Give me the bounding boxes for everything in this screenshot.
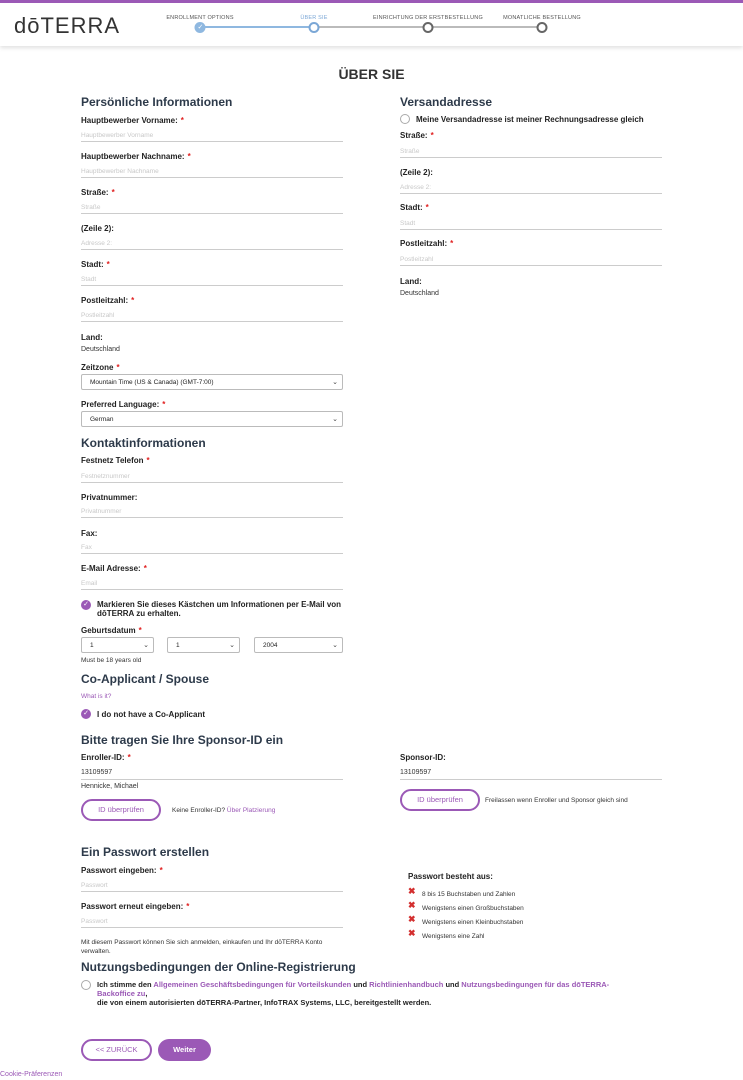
- city-label: Stadt: *: [81, 260, 110, 269]
- back-button[interactable]: << ZURÜCK: [81, 1039, 152, 1061]
- chevron-down-icon: ⌄: [229, 642, 235, 649]
- street-label: Straße: *: [81, 188, 115, 197]
- chevron-down-icon: ⌄: [332, 379, 338, 386]
- check-sponsor-id-button[interactable]: ID überprüfen: [400, 789, 480, 811]
- contact-heading: Kontaktinformationen: [81, 436, 206, 450]
- shipping-city-label: Stadt: *: [400, 203, 429, 212]
- email-label: E-Mail Adresse: *: [81, 564, 147, 573]
- terms-link-backoffice[interactable]: Nutzungsbedingungen für das dōTERRA-Backoffice zu: [97, 980, 610, 998]
- step-monthly-order: MONATLICHE BESTELLUNG: [503, 15, 581, 21]
- terms-checkbox[interactable]: [81, 980, 91, 990]
- sponsor-id-label: Sponsor-ID:: [400, 753, 446, 762]
- next-button[interactable]: Weiter: [158, 1039, 211, 1061]
- zip-label: Postleitzahl: *: [81, 296, 135, 305]
- password-rule: 8 bis 15 Buchstaben und Zahlen: [422, 891, 516, 898]
- step-dot-check-icon: [195, 22, 206, 33]
- step-first-order: EINRICHTUNG DER ERSTBESTELLUNG: [373, 15, 483, 21]
- city-input[interactable]: [81, 272, 343, 286]
- co-applicant-heading: Co-Applicant / Spouse: [81, 672, 210, 686]
- sponsor-id-underline: [400, 779, 662, 780]
- private-number-input[interactable]: [81, 504, 343, 518]
- shipping-street-label: Straße: *: [400, 131, 434, 140]
- password-repeat-input[interactable]: [81, 914, 343, 928]
- private-number-label: Privatnummer:: [81, 493, 138, 502]
- page-title: ÜBER SIE: [338, 66, 405, 82]
- no-co-applicant-label: I do not have a Co-Applicant: [97, 710, 206, 719]
- sponsor-id-input[interactable]: 13109597: [400, 769, 432, 776]
- cookie-preferences-link[interactable]: Cookie-Präferenzen: [0, 1071, 63, 1078]
- no-enroller-text: Keine Enroller-ID? Über Platzierung: [172, 807, 276, 814]
- what-is-it-link[interactable]: What is it?: [81, 693, 112, 700]
- step-dot-current-icon: [309, 22, 320, 33]
- enroller-id-label: Enroller-ID: *: [81, 753, 131, 762]
- email-optin-label: Markieren Sie dieses Kästchen um Informationen per E-Mail von dōTERRA zu erhalten.: [97, 600, 342, 618]
- same-address-radio[interactable]: [400, 114, 410, 124]
- placement-link[interactable]: Über Platzierung: [226, 807, 276, 814]
- fax-input[interactable]: [81, 540, 343, 554]
- chevron-down-icon: ⌄: [143, 642, 149, 649]
- country-value: Deutschland: [81, 346, 120, 353]
- error-x-icon: ✖: [408, 928, 416, 938]
- step-about-you: ÜBER SIE: [300, 15, 328, 21]
- shipping-line2-input[interactable]: [400, 180, 662, 194]
- step-enrollment-options: ENROLLMENT OPTIONS: [166, 15, 234, 21]
- terms-link-general[interactable]: Allgemeinen Geschäftsbedingungen für Vorteilskunden: [153, 980, 352, 989]
- timezone-label: Zeitzone *: [81, 363, 120, 372]
- birth-month-select[interactable]: 1 ⌄: [167, 637, 240, 653]
- password-rule: Wenigstens einen Kleinbuchstaben: [422, 919, 524, 926]
- address-line2-label: (Zeile 2):: [81, 224, 114, 233]
- password-rules-heading: Passwort besteht aus:: [408, 872, 493, 881]
- shipping-street-input[interactable]: [400, 144, 662, 158]
- shipping-country-label: Land:: [400, 277, 422, 286]
- address-line2-input[interactable]: [81, 236, 343, 250]
- timezone-select[interactable]: Mountain Time (US & Canada) (GMT-7:00) ⌄: [81, 374, 343, 390]
- personal-info-heading: Persönliche Informationen: [81, 95, 233, 109]
- error-x-icon: ✖: [408, 914, 416, 924]
- first-name-input[interactable]: [81, 128, 343, 142]
- terms-text: Ich stimme den Allgemeinen Geschäftsbedingungen für Vorteilskunden und Richtlinienhandbuch und Nutzungsbedingungen für das dōTERRA-Backoffice zu, die von einem autorisierten dōTERRA-Partner, InfoTRAX Systems, LLC, bereitgestellt werden.: [97, 980, 610, 1007]
- password-repeat-label: Passwort erneut eingeben: *: [81, 902, 190, 911]
- landline-input[interactable]: [81, 469, 343, 483]
- step-dot-icon: [423, 22, 434, 33]
- enroller-id-input[interactable]: 13109597: [81, 769, 113, 776]
- shipping-line2-label: (Zeile 2):: [400, 168, 433, 177]
- first-name-label: Hauptbewerber Vorname: *: [81, 116, 184, 125]
- password-input[interactable]: [81, 878, 343, 892]
- landline-label: Festnetz Telefon *: [81, 456, 150, 465]
- password-rule: Wenigstens eine Zahl: [422, 933, 485, 940]
- enroller-id-underline: [81, 779, 343, 780]
- chevron-down-icon: ⌄: [332, 642, 338, 649]
- language-label: Preferred Language: *: [81, 400, 166, 409]
- password-note: Mit diesem Passwort können Sie sich anmelden, einkaufen und Ihr dōTERRA Konto verwalten.: [81, 939, 323, 955]
- birth-year-select[interactable]: 2004 ⌄: [254, 637, 343, 653]
- terms-heading: Nutzungsbedingungen der Online-Registrierung: [81, 960, 356, 974]
- birthdate-label: Geburtsdatum *: [81, 626, 142, 635]
- sponsor-hint: Freilassen wenn Enroller und Sponsor gleich sind: [485, 797, 628, 804]
- terms-link-handbook[interactable]: Richtlinienhandbuch: [369, 980, 444, 989]
- email-input[interactable]: [81, 576, 343, 590]
- sponsor-heading: Bitte tragen Sie Ihre Sponsor-ID ein: [81, 733, 284, 747]
- fax-label: Fax:: [81, 529, 98, 538]
- shipping-zip-label: Postleitzahl: *: [400, 239, 454, 248]
- enroller-name: Hennicke, Michael: [81, 783, 139, 790]
- password-heading: Ein Passwort erstellen: [81, 845, 210, 859]
- same-address-label: Meine Versandadresse ist meiner Rechnungsadresse gleich: [416, 115, 644, 124]
- password-rule: Wenigstens einen Großbuchstaben: [422, 905, 524, 912]
- shipping-zip-input[interactable]: [400, 252, 662, 266]
- check-enroller-id-button[interactable]: ID überprüfen: [81, 799, 161, 821]
- logo[interactable]: dōTERRA: [14, 13, 121, 38]
- no-co-applicant-checkbox[interactable]: ✓: [81, 709, 91, 719]
- step-dot-icon: [537, 22, 548, 33]
- progress-line-done: [200, 26, 314, 28]
- error-x-icon: ✖: [408, 900, 416, 910]
- shipping-city-input[interactable]: [400, 216, 662, 230]
- email-optin-checkbox[interactable]: ✓: [81, 600, 91, 610]
- last-name-label: Hauptbewerber Nachname: *: [81, 152, 191, 161]
- birth-day-select[interactable]: 1 ⌄: [81, 637, 154, 653]
- last-name-input[interactable]: [81, 164, 343, 178]
- shipping-heading: Versandadresse: [400, 95, 493, 109]
- street-input[interactable]: [81, 200, 343, 214]
- shipping-country-value: Deutschland: [400, 290, 439, 297]
- age-note: Must be 18 years old: [81, 657, 142, 664]
- zip-input[interactable]: [81, 308, 343, 322]
- error-x-icon: ✖: [408, 886, 416, 896]
- language-select[interactable]: German ⌄: [81, 411, 343, 427]
- country-label: Land:: [81, 333, 103, 342]
- top-bar: [0, 0, 743, 46]
- chevron-down-icon: ⌄: [332, 416, 338, 423]
- password-label: Passwort eingeben: *: [81, 866, 163, 875]
